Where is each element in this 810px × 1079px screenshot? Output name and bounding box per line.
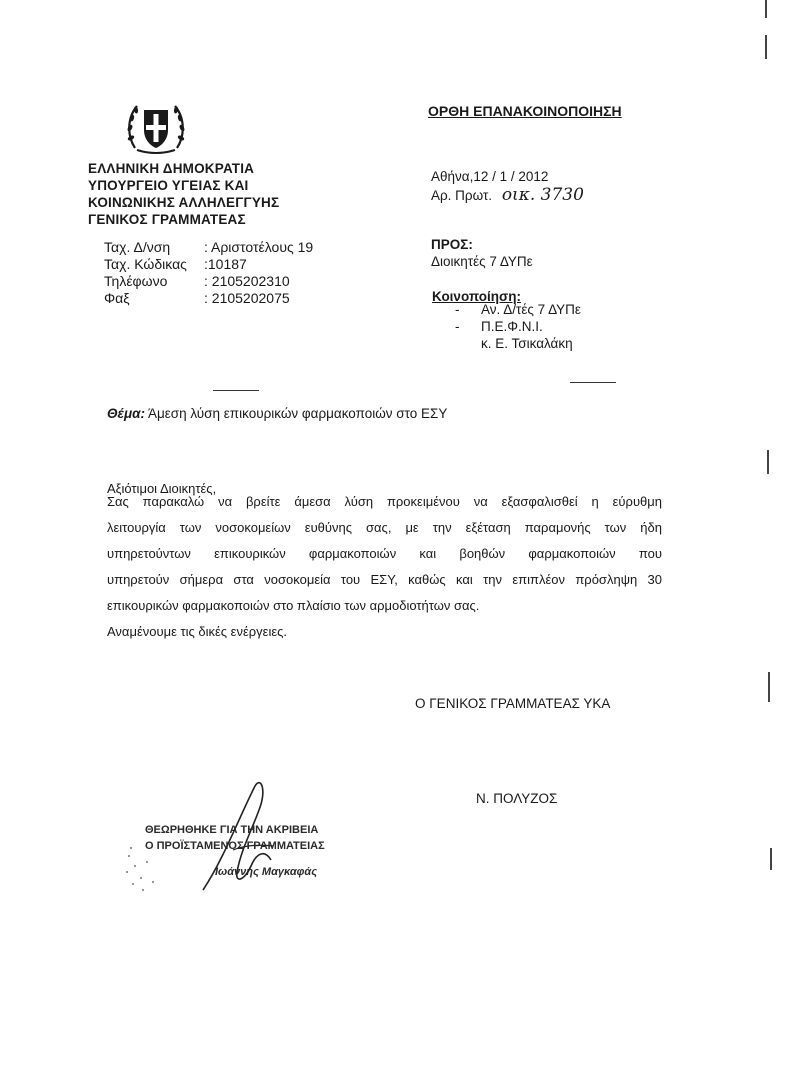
stamp-line-2: Ο ΠΡΟΪΣΤΑΜΕΝΟΣ ΓΡΑΜΜΑΤΕΙΑΣ xyxy=(145,840,325,852)
scan-edge-mark xyxy=(767,450,769,474)
address-block xyxy=(104,239,313,307)
body-line: υπηρετούν σήμερα στα νοσοκομεία του ΕΣΥ, καθώς και την επιπλέον πρόσληψη 30 xyxy=(107,572,662,587)
address-row xyxy=(104,290,313,307)
body-line: υπηρετούντων επικουρικών φαρμακοποιών και βοηθών φαρμακοποιών που xyxy=(107,546,662,561)
body-line: λειτουργία των νοσοκομείων ευθύνης σας, με την εξέταση παραμονής των ήδη xyxy=(107,520,662,535)
address-row xyxy=(104,239,313,256)
address-row xyxy=(104,273,313,290)
body-line: Σας παρακαλώ να βρείτε άμεσα λύση προκειμένου να εξασφαλισθεί η εύρυθμη xyxy=(107,494,662,509)
sender-header xyxy=(88,160,279,228)
cc-item xyxy=(455,335,581,352)
cc-item-text: κ. Ε. Τσικαλάκη xyxy=(481,336,573,351)
to-value: Διοικητές 7 ΔΥΠε xyxy=(431,254,533,269)
body-paragraph xyxy=(107,489,662,619)
signatory-name: Ν. ΠΟΛΥΖΟΣ xyxy=(476,791,558,806)
subject-label: Θέμα: xyxy=(107,406,145,421)
signatory-title: Ο ΓΕΝΙΚΟΣ ΓΡΑΜΜΑΤΕΑΣ ΥΚΑ xyxy=(415,696,611,711)
cc-bullet: - xyxy=(455,302,460,317)
divider-rule xyxy=(570,382,616,383)
divider-rule xyxy=(213,390,259,391)
protocol-line xyxy=(431,187,584,204)
cc-list xyxy=(455,301,581,352)
body-line: επικουρικών φαρμακοποιών στο πλαίσιο των αρμοδιοτήτων σας. xyxy=(107,598,480,613)
address-label: Ταχ. Κώδικας xyxy=(104,256,187,272)
ministry-line-1: ΥΠΟΥΡΓΕΙΟ ΥΓΕΙΑΣ ΚΑΙ xyxy=(88,178,249,193)
closing-line: Αναμένουμε τις δικές ενέργειες. xyxy=(107,624,288,639)
cc-item xyxy=(455,301,581,318)
ministry-line-2: ΚΟΙΝΩΝΙΚΗΣ ΑΛΛΗΛΕΓΓΥΗΣ xyxy=(88,195,280,210)
cc-item xyxy=(455,318,581,335)
subject-line xyxy=(107,405,447,422)
cc-item-text: Π.Ε.Φ.Ν.Ι. xyxy=(481,319,543,334)
scan-edge-mark xyxy=(770,848,772,870)
address-value: : 2105202075 xyxy=(204,290,290,306)
document-date: Αθήνα,12 / 1 / 2012 xyxy=(431,169,549,184)
address-value: : Αριστοτέλους 19 xyxy=(204,239,314,255)
salutation: Αξιότιμοι Διοικητές, xyxy=(107,481,217,496)
stamp-line-3: Ιωάννης Μαγκαφάς xyxy=(215,866,318,878)
scan-edge-mark xyxy=(768,672,770,702)
stamp-line-1: ΘΕΩΡΗΘΗΚΕ ΓΙΑ ΤΗΝ ΑΚΡΙΒΕΙΑ xyxy=(145,824,319,836)
greek-coat-of-arms-icon xyxy=(125,98,187,156)
handwritten-signature xyxy=(193,780,283,900)
address-value: :10187 xyxy=(204,256,247,272)
protocol-label: Αρ. Πρωτ. xyxy=(431,188,493,203)
cc-label: Κοινοποίηση: xyxy=(432,289,521,304)
certification-stamp xyxy=(123,820,363,900)
scan-edge-mark xyxy=(765,35,767,59)
to-label: ΠΡΟΣ: xyxy=(431,237,473,252)
scan-edge-mark xyxy=(765,0,767,18)
address-label: Φαξ xyxy=(104,290,130,306)
cc-item-text: Αν. Δ/τές 7 ΔΥΠε xyxy=(481,302,581,317)
office-name: ΓΕΝΙΚΟΣ ΓΡΑΜΜΑΤΕΑΣ xyxy=(88,212,246,227)
address-label: Τηλέφωνο xyxy=(104,273,168,289)
notice-title: ΟΡΘΗ ΕΠΑΝΑΚΟΙΝΟΠΟΙΗΣΗ xyxy=(428,103,622,119)
subject-text: Άμεση λύση επικουρικών φαρμακοποιών στο ΕΣΥ xyxy=(144,406,448,421)
address-label: Ταχ. Δ/νση xyxy=(104,239,171,255)
address-row xyxy=(104,256,313,273)
address-value: : 2105202310 xyxy=(204,273,290,289)
country-name: ΕΛΛΗΝΙΚΗ ΔΗΜΟΚΡΑΤΙΑ xyxy=(88,161,255,176)
cc-bullet: - xyxy=(455,319,460,334)
protocol-number-handwritten: οικ. 3730 xyxy=(501,185,584,205)
